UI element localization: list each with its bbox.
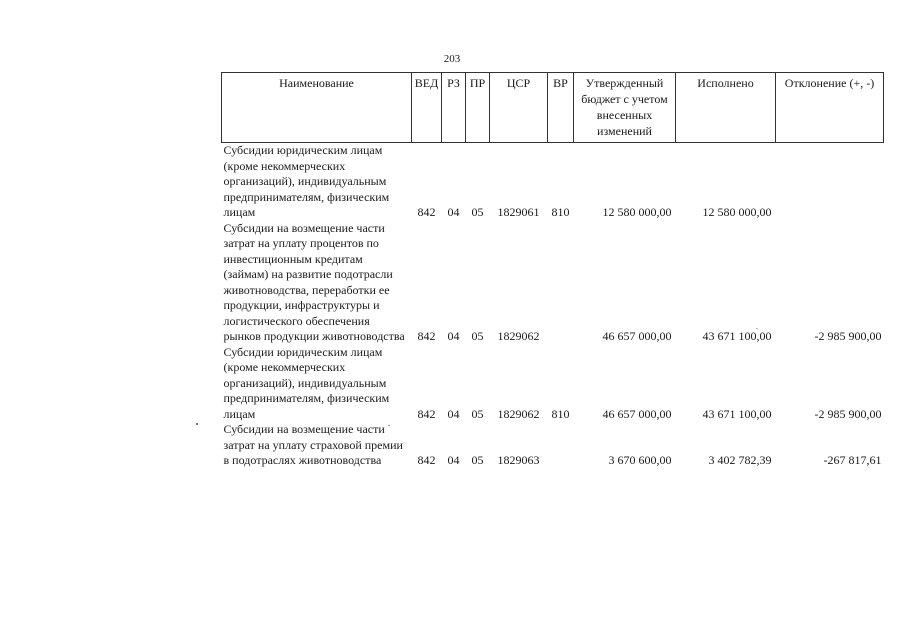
header-csr: ЦСР — [490, 73, 548, 143]
scan-speck — [388, 425, 390, 426]
budget-sheet — [221, 72, 883, 469]
table-header — [222, 73, 884, 143]
row-csr: 1829062 — [497, 329, 540, 343]
row-approved: 12 580 000,00 — [602, 205, 672, 219]
row-deviation: -2 985 900,00 — [814, 406, 882, 421]
row-rz: 04 — [447, 329, 460, 343]
header-approved: Утвержденный бюджет с учетом внесенных изменений — [574, 73, 676, 143]
row-executed: 3 402 782,39 — [708, 453, 772, 467]
table-body — [222, 143, 884, 469]
row-ved: 842 — [417, 205, 436, 219]
row-executed: 43 671 100,00 — [702, 406, 772, 421]
row-rz: 04 — [447, 406, 460, 421]
table-row — [222, 422, 884, 469]
row-vr — [548, 422, 574, 469]
row-pr: 05 — [471, 329, 484, 343]
row-rz: 04 — [447, 453, 460, 467]
page-number: 203 — [443, 53, 461, 65]
row-csr: 1829062 — [497, 406, 540, 421]
header-vr: ВР — [548, 73, 574, 143]
row-pr: 05 — [471, 205, 484, 219]
row-approved: 46 657 000,00 — [602, 406, 672, 421]
scan-speck — [196, 423, 198, 425]
row-vr: 810 — [551, 406, 570, 421]
table-row — [222, 143, 884, 221]
scan-speck — [756, 328, 758, 329]
row-csr: 1829061 — [497, 205, 540, 219]
row-executed: 43 671 100,00 — [702, 329, 772, 343]
row-executed: 12 580 000,00 — [702, 205, 772, 219]
row-deviation: -2 985 900,00 — [814, 329, 882, 343]
row-name: Субсидии юридическим лицам (кроме некоммерческих организаций), индивидуальным предпринимателям, физическим лицам — [223, 344, 390, 421]
table-row — [222, 345, 884, 423]
budget-table — [221, 72, 884, 469]
header-name: Наименование — [222, 73, 412, 143]
row-name: Субсидии юридическим лицам (кроме некоммерческих организаций), индивидуальным предпринимателям, физическим лицам — [223, 143, 390, 219]
row-vr: 810 — [551, 205, 570, 219]
header-deviation: Отклонение (+, -) — [776, 73, 884, 143]
row-deviation: -267 817,61 — [823, 453, 882, 467]
row-ved: 842 — [417, 329, 436, 343]
row-pr: 05 — [471, 453, 484, 467]
header-rz: РЗ — [442, 73, 466, 143]
header-pr: ПР — [466, 73, 490, 143]
row-rz: 04 — [447, 205, 460, 219]
row-ved: 842 — [417, 406, 436, 421]
row-vr — [548, 221, 574, 345]
header-executed: Исполнено — [676, 73, 776, 143]
row-ved: 842 — [417, 453, 436, 467]
row-name: Субсидии на возмещение части затрат на уплату страховой премии в подотраслях животноводства — [223, 422, 403, 467]
row-pr: 05 — [471, 406, 484, 421]
row-approved: 46 657 000,00 — [602, 329, 672, 343]
row-csr: 1829063 — [497, 453, 540, 467]
row-approved: 3 670 600,00 — [608, 453, 672, 467]
row-name: Субсидии на возмещение части затрат на уплату процентов по инвестиционным кредитам (займам) на развитие подотрасли животноводства, переработки ее продукции, инфраструктуры и логистического обеспечения рынков продукции животноводства — [223, 220, 405, 343]
row-deviation — [776, 143, 884, 221]
header-ved: ВЕД — [412, 73, 442, 143]
table-row — [222, 221, 884, 345]
